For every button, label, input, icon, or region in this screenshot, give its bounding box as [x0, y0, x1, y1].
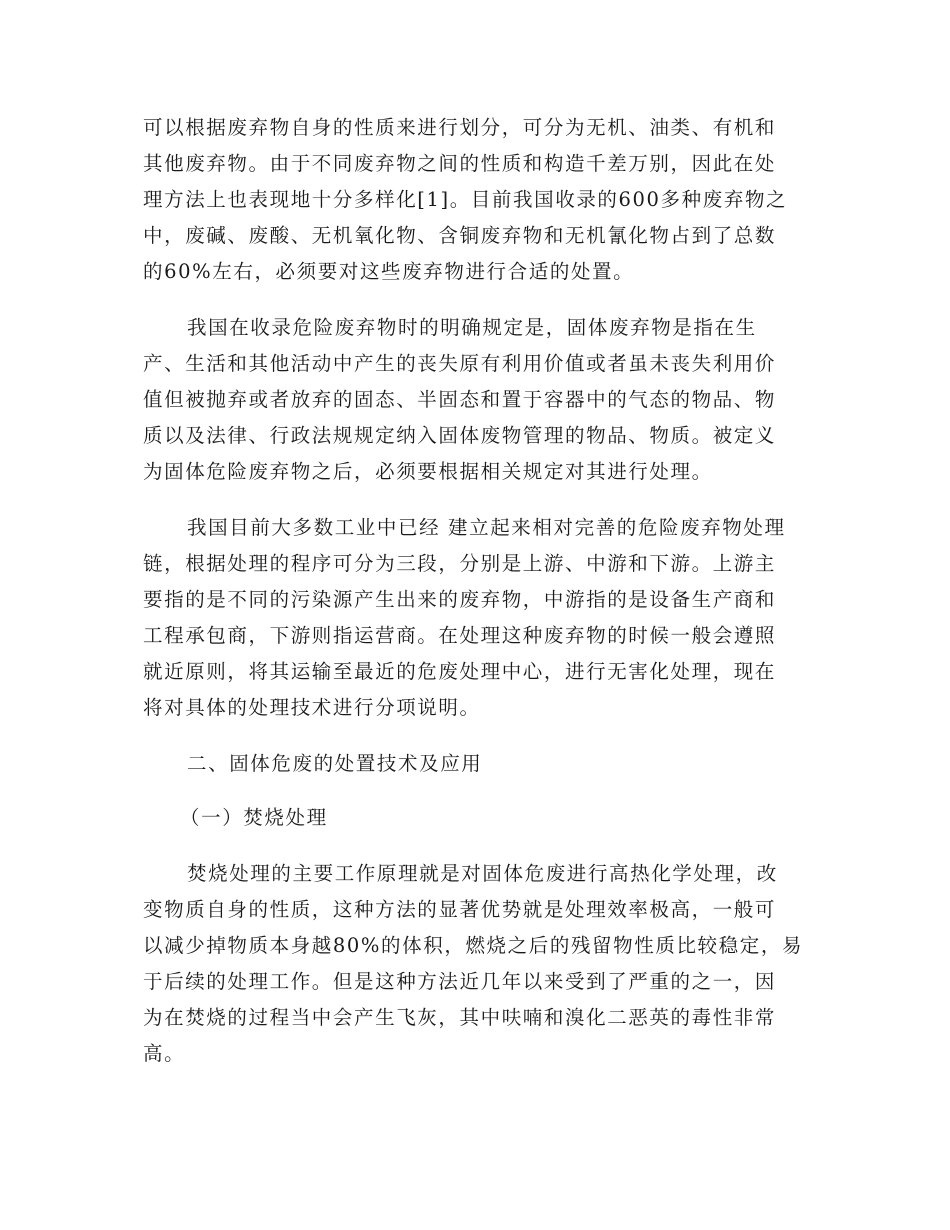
- paragraph-1-line-2: 其他废弃物。由于不同废弃物之间的性质和构造千差万别，因此在处: [143, 152, 777, 175]
- paragraph-3-line-1: 我国目前大多数工业中已经 建立起来相对完善的危险废弃物处理: [187, 516, 786, 539]
- paragraph-4-line-5: 为在焚烧的过程当中会产生飞灰，其中呋喃和溴化二恶英的毒性非常: [143, 1006, 777, 1029]
- paragraph-4-line-4: 于后续的处理工作。但是这种方法近几年以来受到了严重的之一，因: [143, 970, 777, 993]
- paragraph-1-line-4: 中，废碱、废酸、无机氧化物、含铜废弃物和无机氰化物占到了总数: [143, 224, 777, 247]
- subsection-heading: （一）焚烧处理: [180, 806, 328, 829]
- paragraph-2-line-3: 值但被抛弃或者放弃的固态、半固态和置于容器中的气态的物品、物: [143, 388, 777, 411]
- paragraph-2-line-2: 产、生活和其他活动中产生的丧失原有利用价值或者虽未丧失利用价: [143, 352, 777, 375]
- paragraph-2-line-4: 质以及法律、行政法规规定纳入固体废物管理的物品、物质。被定义: [143, 424, 777, 447]
- paragraph-1-line-5: 的60%左右，必须要对这些废弃物进行合适的处置。: [143, 260, 635, 283]
- paragraph-4-line-3: 以减少掉物质本身越80%的体积，燃烧之后的残留物性质比较稳定，易: [143, 934, 804, 957]
- paragraph-3-line-4: 工程承包商，下游则指运营商。在处理这种废弃物的时候一般会遵照: [143, 624, 777, 647]
- paragraph-1-line-3: 理方法上也表现地十分多样化[1]。目前我国收录的600多种废弃物之: [143, 188, 788, 211]
- paragraph-1-line-1: 可以根据废弃物自身的性质来进行划分，可分为无机、油类、有机和: [143, 116, 777, 139]
- paragraph-2-line-5: 为固体危险废弃物之后，必须要根据相关规定对其进行处理。: [143, 460, 713, 483]
- paragraph-2-line-1: 我国在收录危险废弃物时的明确规定是，固体废弃物是指在生: [187, 316, 757, 339]
- paragraph-4-line-1: 焚烧处理的主要工作原理就是对固体危废进行高热化学处理，改: [187, 862, 778, 885]
- paragraph-3-line-6: 将对具体的处理技术进行分项说明。: [143, 696, 481, 719]
- paragraph-4-line-2: 变物质自身的性质，这种方法的显著优势就是处理效率极高，一般可: [143, 898, 777, 921]
- paragraph-3-line-5: 就近原则，将其运输至最近的危废处理中心，进行无害化处理，现在: [143, 660, 777, 683]
- paragraph-4-line-6: 高。: [143, 1042, 186, 1065]
- paragraph-3-line-2: 链，根据处理的程序可分为三段，分别是上游、中游和下游。上游主: [143, 552, 777, 575]
- section-heading: 二、固体危废的处置技术及应用: [187, 752, 483, 775]
- paragraph-3-line-3: 要指的是不同的污染源产生出来的废弃物，中游指的是设备生产商和: [143, 588, 777, 611]
